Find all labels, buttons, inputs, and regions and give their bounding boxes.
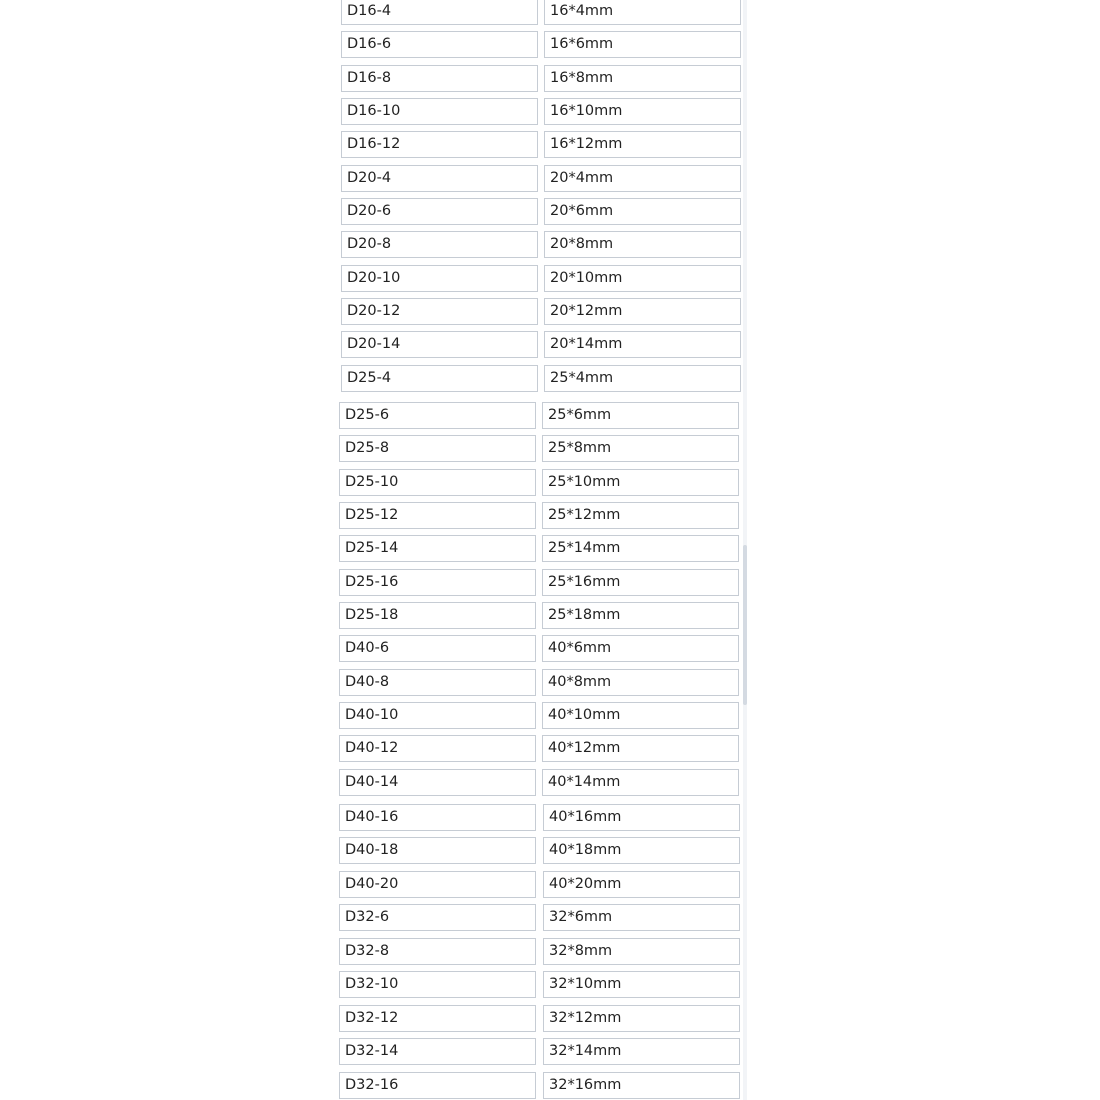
option-code-cell[interactable]: D32-8	[339, 938, 536, 965]
option-code-cell[interactable]: D40-14	[339, 769, 536, 796]
option-code-cell[interactable]: D40-18	[339, 837, 536, 864]
option-code-cell[interactable]: D25-8	[339, 435, 536, 462]
option-code-cell[interactable]: D25-14	[339, 535, 536, 562]
option-size-cell[interactable]: 25*16mm	[542, 569, 739, 596]
option-size-cell[interactable]: 40*10mm	[542, 702, 739, 729]
option-size-cell[interactable]: 32*14mm	[543, 1038, 740, 1065]
option-code-cell[interactable]: D25-6	[339, 402, 536, 429]
option-code-cell[interactable]: D16-8	[341, 65, 538, 92]
option-size-cell[interactable]: 32*6mm	[543, 904, 740, 931]
option-size-cell[interactable]: 20*8mm	[544, 231, 741, 258]
option-size-cell[interactable]: 25*6mm	[542, 402, 739, 429]
option-size-cell[interactable]: 20*4mm	[544, 165, 741, 192]
option-code-cell[interactable]: D16-4	[341, 0, 538, 25]
option-size-cell[interactable]: 32*8mm	[543, 938, 740, 965]
option-code-cell[interactable]: D25-10	[339, 469, 536, 496]
option-size-cell[interactable]: 25*8mm	[542, 435, 739, 462]
option-size-cell[interactable]: 40*16mm	[543, 804, 740, 831]
option-size-cell[interactable]: 16*10mm	[544, 98, 741, 125]
option-code-cell[interactable]: D32-16	[339, 1072, 536, 1099]
scrollbar-thumb[interactable]	[743, 545, 747, 705]
option-size-cell[interactable]: 40*6mm	[542, 635, 739, 662]
option-size-cell[interactable]: 25*4mm	[544, 365, 741, 392]
option-code-cell[interactable]: D20-12	[341, 298, 538, 325]
option-size-cell[interactable]: 16*12mm	[544, 131, 741, 158]
option-code-cell[interactable]: D40-12	[339, 735, 536, 762]
option-size-cell[interactable]: 25*12mm	[542, 502, 739, 529]
option-code-cell[interactable]: D25-16	[339, 569, 536, 596]
option-code-cell[interactable]: D20-8	[341, 231, 538, 258]
option-size-cell[interactable]: 20*10mm	[544, 265, 741, 292]
option-size-cell[interactable]: 40*12mm	[542, 735, 739, 762]
option-code-cell[interactable]: D16-12	[341, 131, 538, 158]
option-size-cell[interactable]: 32*16mm	[543, 1072, 740, 1099]
option-size-cell[interactable]: 25*18mm	[542, 602, 739, 629]
option-code-cell[interactable]: D20-10	[341, 265, 538, 292]
option-code-cell[interactable]: D20-14	[341, 331, 538, 358]
option-code-cell[interactable]: D20-6	[341, 198, 538, 225]
option-code-cell[interactable]: D32-10	[339, 971, 536, 998]
option-code-cell[interactable]: D25-12	[339, 502, 536, 529]
option-code-cell[interactable]: D40-16	[339, 804, 536, 831]
option-code-cell[interactable]: D40-10	[339, 702, 536, 729]
option-size-cell[interactable]: 40*20mm	[543, 871, 740, 898]
option-code-cell[interactable]: D25-18	[339, 602, 536, 629]
option-code-cell[interactable]: D40-8	[339, 669, 536, 696]
option-size-cell[interactable]: 20*14mm	[544, 331, 741, 358]
option-size-cell[interactable]: 25*14mm	[542, 535, 739, 562]
option-size-cell[interactable]: 40*18mm	[543, 837, 740, 864]
option-size-cell[interactable]: 32*10mm	[543, 971, 740, 998]
option-code-cell[interactable]: D16-6	[341, 31, 538, 58]
option-size-cell[interactable]: 16*4mm	[544, 0, 741, 25]
option-code-cell[interactable]: D32-12	[339, 1005, 536, 1032]
option-code-cell[interactable]: D40-6	[339, 635, 536, 662]
option-size-cell[interactable]: 40*14mm	[542, 769, 739, 796]
option-size-cell[interactable]: 25*10mm	[542, 469, 739, 496]
option-size-cell[interactable]: 32*12mm	[543, 1005, 740, 1032]
option-size-cell[interactable]: 20*6mm	[544, 198, 741, 225]
option-size-cell[interactable]: 16*8mm	[544, 65, 741, 92]
option-size-cell[interactable]: 40*8mm	[542, 669, 739, 696]
option-code-cell[interactable]: D20-4	[341, 165, 538, 192]
option-code-cell[interactable]: D32-6	[339, 904, 536, 931]
option-code-cell[interactable]: D40-20	[339, 871, 536, 898]
option-code-cell[interactable]: D25-4	[341, 365, 538, 392]
option-code-cell[interactable]: D16-10	[341, 98, 538, 125]
option-size-cell[interactable]: 20*12mm	[544, 298, 741, 325]
option-size-cell[interactable]: 16*6mm	[544, 31, 741, 58]
option-code-cell[interactable]: D32-14	[339, 1038, 536, 1065]
